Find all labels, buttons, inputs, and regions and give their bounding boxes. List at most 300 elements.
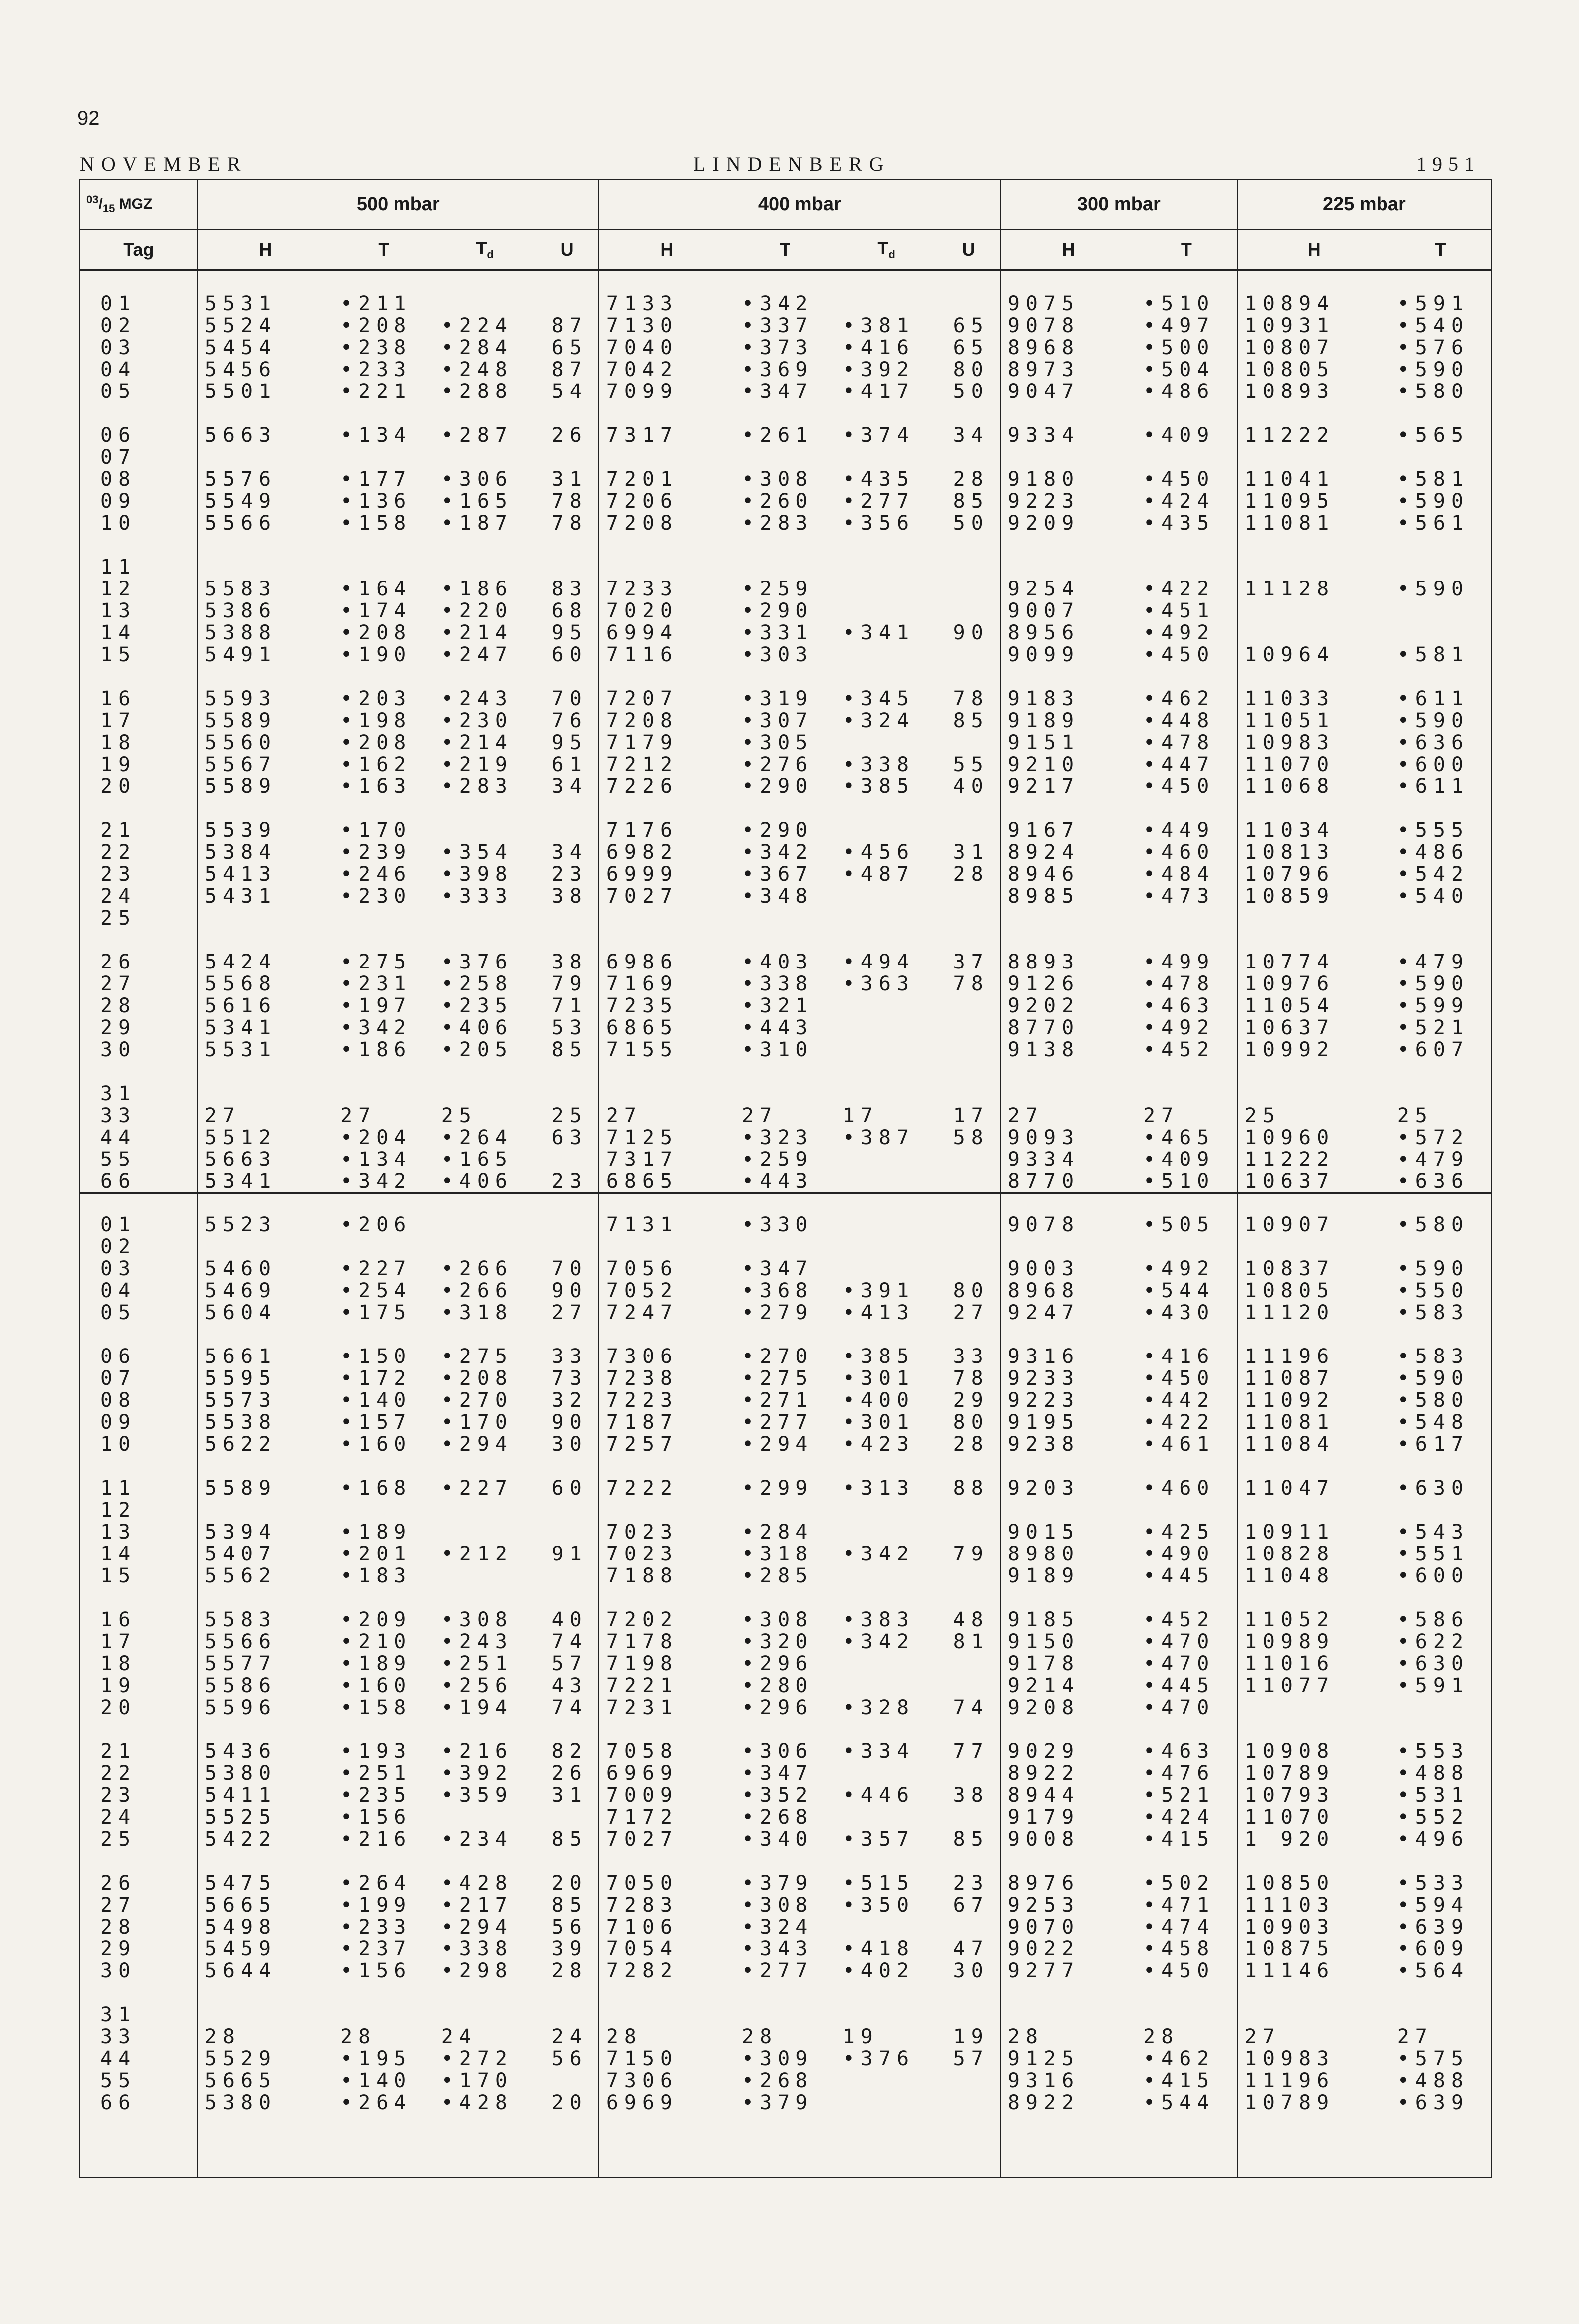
value-cell: 10637 (1237, 1017, 1390, 1039)
value-cell: 7054 (599, 1938, 735, 1960)
value-cell (1136, 446, 1237, 468)
value-cell: •496 (1397, 1828, 1470, 1851)
day-cell: 01 (80, 1214, 197, 1236)
value-cell (937, 446, 1000, 468)
day-cell: 66 (80, 1170, 197, 1193)
value-cell: •492 (1143, 621, 1215, 644)
table-row (80, 512, 1492, 534)
value-cell: •303 (742, 643, 814, 666)
value-cell (836, 1806, 937, 1828)
value-cell: 85 (551, 1828, 588, 1851)
value-cell: •333 (441, 885, 514, 908)
value-cell: •275 (441, 1345, 514, 1368)
day-cell: 18 (80, 1653, 197, 1675)
value-cell: 31 (551, 1784, 588, 1807)
value-cell: •403 (742, 951, 814, 973)
value-cell: 27 (551, 1301, 588, 1324)
value-cell: •264 (340, 2091, 412, 2114)
day-cell: 44 (80, 1127, 197, 1149)
value-cell: •340 (742, 1828, 814, 1851)
value-cell: •214 (441, 621, 514, 644)
value-cell: 25 (1397, 1104, 1433, 1127)
value-cell: •298 (441, 1959, 514, 1982)
value-cell: •415 (1143, 1828, 1215, 1851)
value-cell: 7125 (599, 1127, 735, 1149)
value-cell (836, 1214, 937, 1236)
value-cell (937, 732, 1000, 754)
value-cell (735, 2004, 836, 2026)
value-cell: 9150 (1000, 1631, 1136, 1653)
value-cell (735, 907, 836, 929)
value-cell: 7238 (599, 1367, 735, 1389)
value-cell (735, 1236, 836, 1258)
table-row (80, 556, 1492, 578)
value-cell: 8770 (1000, 1017, 1136, 1039)
value-cell: •307 (742, 709, 814, 732)
day-cell: 05 (80, 381, 197, 402)
value-cell: •318 (742, 1543, 814, 1565)
value-cell: 28 (953, 1433, 989, 1456)
value-cell (937, 1039, 1000, 1061)
table-row (80, 1762, 1492, 1784)
value-cell: 5531 (197, 293, 333, 315)
value-cell: 7027 (599, 1828, 735, 1850)
value-cell (434, 446, 536, 468)
value-cell: 5566 (197, 512, 333, 534)
group-spacer (80, 402, 1492, 424)
value-cell: •533 (1397, 1872, 1470, 1895)
value-cell: •266 (441, 1257, 514, 1280)
value-cell (434, 293, 536, 315)
value-cell: •342 (742, 292, 814, 315)
value-cell: •275 (340, 951, 412, 973)
value-cell: •540 (1397, 314, 1470, 337)
value-cell: 85 (551, 1894, 588, 1917)
value-cell: •636 (1397, 731, 1470, 754)
value-cell: 5424 (197, 951, 333, 973)
value-cell: 7172 (599, 1806, 735, 1828)
value-cell: •544 (1143, 2091, 1215, 2114)
value-cell: •260 (742, 490, 814, 513)
level-400-header: 400 mbar (599, 180, 1000, 230)
day-cell: 66 (80, 2092, 197, 2114)
value-cell: 6994 (599, 622, 735, 644)
value-cell: •246 (340, 863, 412, 886)
day-cell: 55 (80, 1149, 197, 1170)
table-row (80, 1389, 1492, 1411)
value-cell: •294 (441, 1433, 514, 1456)
value-cell: 9316 (1000, 1346, 1136, 1367)
value-cell: •160 (340, 1674, 412, 1697)
day-cell: 33 (80, 2026, 197, 2048)
value-cell: 5523 (197, 1214, 333, 1236)
value-cell (1390, 1697, 1492, 1719)
value-cell: •447 (1143, 753, 1215, 776)
day-cell: 27 (80, 973, 197, 995)
value-cell: 5596 (197, 1697, 333, 1719)
value-cell: 8973 (1000, 359, 1136, 381)
table-row (80, 1784, 1492, 1806)
value-cell: •590 (1397, 578, 1470, 600)
value-cell: •424 (1143, 490, 1215, 513)
value-cell: 5512 (197, 1127, 333, 1149)
value-cell: 68 (551, 599, 588, 622)
value-cell: •247 (441, 643, 514, 666)
value-cell: •324 (742, 1916, 814, 1938)
group-spacer (80, 666, 1492, 688)
value-cell: 10837 (1237, 1258, 1390, 1280)
temperature-header: T (1390, 230, 1492, 270)
header-station: LINDENBERG (693, 153, 891, 175)
value-cell: 10893 (1237, 381, 1390, 402)
value-cell (937, 1762, 1000, 1784)
value-cell: •156 (340, 1959, 412, 1982)
value-cell: 5586 (197, 1675, 333, 1697)
day-cell: 11 (80, 1477, 197, 1499)
value-cell: •611 (1397, 775, 1470, 798)
value-cell: •363 (842, 972, 915, 995)
value-cell: 7208 (599, 710, 735, 732)
table-row (80, 1127, 1492, 1149)
value-cell: 9253 (1000, 1894, 1136, 1916)
value-cell: 33 (551, 1345, 588, 1368)
value-cell (1136, 1236, 1237, 1258)
value-cell: •251 (441, 1652, 514, 1675)
value-cell: 11103 (1237, 1894, 1390, 1916)
value-cell: •392 (441, 1762, 514, 1785)
value-cell: •259 (742, 1148, 814, 1171)
value-cell: 7206 (599, 490, 735, 512)
value-cell: •452 (1143, 1608, 1215, 1631)
value-cell: 7050 (599, 1872, 735, 1894)
value-cell (836, 1039, 937, 1061)
day-cell: 28 (80, 995, 197, 1017)
value-cell: •280 (742, 1674, 814, 1697)
value-cell: 8924 (1000, 841, 1136, 863)
value-cell: 80 (953, 1279, 989, 1302)
value-cell: •590 (1397, 490, 1470, 513)
value-cell: 78 (953, 687, 989, 710)
value-cell (836, 1083, 937, 1105)
table-row (80, 1017, 1492, 1039)
value-cell: 8946 (1000, 863, 1136, 885)
value-cell: 27 (197, 1105, 333, 1127)
value-cell: •158 (340, 512, 412, 535)
table-row (80, 710, 1492, 732)
value-cell: •490 (1143, 1543, 1215, 1565)
day-cell: 23 (80, 1784, 197, 1806)
value-cell: •474 (1143, 1916, 1215, 1938)
value-cell: •197 (340, 994, 412, 1017)
value-cell: 9209 (1000, 512, 1136, 534)
value-cell (333, 907, 434, 929)
value-cell: •231 (340, 972, 412, 995)
group-spacer (80, 1587, 1492, 1609)
value-cell: •284 (742, 1521, 814, 1544)
value-cell (333, 2004, 434, 2026)
table-row (80, 1302, 1492, 1324)
value-cell: •259 (742, 578, 814, 600)
value-cell (1237, 1697, 1390, 1719)
value-cell: •324 (842, 709, 915, 732)
value-cell: •195 (340, 2047, 412, 2070)
value-cell: 23 (953, 1872, 989, 1895)
value-cell: •208 (441, 1367, 514, 1390)
value-cell: 10774 (1237, 951, 1390, 973)
value-cell: •460 (1143, 841, 1215, 864)
day-cell: 17 (80, 1631, 197, 1653)
value-cell: •343 (742, 1937, 814, 1960)
value-cell: 7023 (599, 1521, 735, 1543)
value-cell: •209 (340, 1608, 412, 1631)
table-row (80, 1477, 1492, 1499)
value-cell: •550 (1397, 1279, 1470, 1302)
value-cell: •417 (842, 380, 915, 403)
table-row (80, 1083, 1492, 1105)
value-cell: 31 (551, 468, 588, 491)
value-cell: •170 (441, 2069, 514, 2092)
value-cell: 8944 (1000, 1784, 1136, 1806)
value-cell: •599 (1397, 994, 1470, 1017)
value-cell: •553 (1397, 1740, 1470, 1763)
value-cell: 5549 (197, 490, 333, 512)
value-cell (836, 556, 937, 578)
day-cell: 20 (80, 1697, 197, 1719)
value-cell (836, 885, 937, 907)
value-cell: 8968 (1000, 1280, 1136, 1302)
value-cell (1390, 2004, 1492, 2026)
value-cell: •230 (441, 709, 514, 732)
day-cell: 20 (80, 775, 197, 797)
value-cell: 19 (953, 2025, 989, 2048)
value-cell (1000, 1083, 1136, 1105)
value-cell (535, 1083, 598, 1105)
value-cell: •227 (340, 1257, 412, 1280)
value-cell: 30 (953, 1959, 989, 1982)
value-cell (434, 1565, 536, 1587)
value-cell: •330 (742, 1213, 814, 1236)
value-cell: •590 (1397, 972, 1470, 995)
value-cell: 34 (551, 841, 588, 864)
value-cell (1237, 1236, 1390, 1258)
value-cell: •165 (441, 490, 514, 513)
value-cell: 80 (953, 358, 989, 381)
table-row (80, 315, 1492, 337)
value-cell: •458 (1143, 1937, 1215, 1960)
value-cell: 27 (340, 1104, 377, 1127)
day-cell: 31 (80, 2004, 197, 2026)
value-cell: •488 (1397, 1762, 1470, 1785)
value-cell: •198 (340, 709, 412, 732)
value-cell (1390, 1236, 1492, 1258)
value-cell: •373 (742, 336, 814, 359)
value-cell: 26 (551, 1762, 588, 1785)
value-cell: 43 (551, 1674, 588, 1697)
value-cell: 9334 (1000, 1149, 1136, 1170)
value-cell: •580 (1397, 1213, 1470, 1236)
value-cell: •502 (1143, 1872, 1215, 1895)
value-cell: •201 (340, 1543, 412, 1565)
value-cell: •134 (340, 424, 412, 447)
day-cell: 13 (80, 1521, 197, 1543)
value-cell: 53 (551, 1016, 588, 1039)
group-spacer (80, 1061, 1492, 1083)
value-cell: •308 (441, 1608, 514, 1631)
value-cell: 7235 (599, 995, 735, 1017)
value-cell: •356 (842, 512, 915, 535)
value-cell: 6969 (599, 1762, 735, 1784)
day-cell: 26 (80, 951, 197, 973)
group-spacer (80, 797, 1492, 819)
value-cell: 95 (551, 621, 588, 644)
temperature-header: T (333, 230, 434, 270)
value-cell: 50 (953, 380, 989, 403)
value-cell: •163 (340, 775, 412, 798)
value-cell: 10805 (1237, 359, 1390, 381)
value-cell: 9316 (1000, 2070, 1136, 2092)
value-cell: 5384 (197, 841, 333, 863)
header-month: NOVEMBER (80, 153, 248, 175)
value-cell: •216 (340, 1828, 412, 1851)
value-cell: •435 (842, 468, 915, 491)
value-cell: 19 (842, 2025, 879, 2048)
value-cell (1000, 1236, 1136, 1258)
value-cell: 6865 (599, 1170, 735, 1193)
value-cell: 10964 (1237, 644, 1390, 666)
value-cell: •428 (441, 2091, 514, 2114)
value-cell: •636 (1397, 1170, 1470, 1193)
value-cell: •580 (1397, 380, 1470, 403)
value-cell: 55 (953, 753, 989, 776)
value-cell: 9093 (1000, 1127, 1136, 1149)
value-cell: •337 (742, 314, 814, 337)
value-cell: •290 (742, 775, 814, 798)
table-row (80, 1894, 1492, 1916)
group-spacer (80, 1324, 1492, 1346)
day-cell: 17 (80, 710, 197, 732)
value-cell: 25 (1237, 1105, 1390, 1127)
value-cell (197, 556, 333, 578)
value-cell: •308 (742, 1894, 814, 1917)
value-cell (836, 578, 937, 600)
value-cell: 27 (1000, 1105, 1136, 1127)
value-cell: •354 (441, 841, 514, 864)
value-cell: •376 (441, 951, 514, 973)
value-cell: 7020 (599, 600, 735, 622)
value-cell: •639 (1397, 2091, 1470, 2114)
value-cell: •357 (842, 1828, 915, 1851)
value-cell: •187 (441, 512, 514, 535)
value-cell (836, 1499, 937, 1521)
value-cell: 5665 (197, 1894, 333, 1916)
value-cell (937, 907, 1000, 929)
value-cell: •451 (1143, 599, 1215, 622)
value-cell: 9047 (1000, 381, 1136, 402)
value-cell: 90 (953, 621, 989, 644)
value-cell: •186 (441, 578, 514, 600)
value-cell: •565 (1397, 424, 1470, 447)
day-cell: 05 (80, 1302, 197, 1324)
value-cell (1237, 446, 1390, 468)
value-cell: •170 (340, 819, 412, 842)
value-cell: •555 (1397, 819, 1470, 842)
value-cell: •575 (1397, 2047, 1470, 2070)
value-cell: •210 (340, 1630, 412, 1653)
value-cell: •165 (441, 1148, 514, 1171)
value-cell: •271 (742, 1389, 814, 1412)
value-cell: 5560 (197, 732, 333, 754)
value-cell: 5663 (197, 424, 333, 446)
value-cell (937, 1499, 1000, 1521)
value-cell: 9247 (1000, 1302, 1136, 1324)
value-cell (434, 1806, 536, 1828)
value-cell: 67 (953, 1894, 989, 1917)
value-cell: 28 (1143, 2025, 1180, 2048)
value-cell: 5661 (197, 1346, 333, 1367)
value-cell (937, 1170, 1000, 1193)
table-row (80, 490, 1492, 512)
value-cell: •564 (1397, 1959, 1470, 1982)
value-cell (535, 1806, 598, 1828)
value-cell: 7178 (599, 1631, 735, 1653)
value-cell: 74 (551, 1696, 588, 1719)
value-cell (1000, 556, 1136, 578)
value-cell: •445 (1143, 1564, 1215, 1587)
table-row (80, 754, 1492, 775)
value-cell: 78 (551, 490, 588, 513)
value-cell (937, 1675, 1000, 1697)
value-cell: 5341 (197, 1017, 333, 1039)
value-cell: •540 (1397, 885, 1470, 908)
group-spacer (80, 270, 1492, 293)
value-cell: •415 (1143, 2069, 1215, 2092)
value-cell (735, 1083, 836, 1105)
value-cell: •383 (842, 1608, 915, 1631)
value-cell: •342 (842, 1543, 915, 1565)
value-cell: 24 (441, 2025, 477, 2048)
dewpoint-header: $T_d$ (836, 230, 937, 270)
value-cell (434, 907, 536, 929)
value-cell: 10983 (1237, 732, 1390, 754)
day-cell: 04 (80, 359, 197, 381)
value-cell: •310 (742, 1038, 814, 1061)
value-cell: •208 (340, 314, 412, 337)
day-cell: 11 (80, 556, 197, 578)
value-cell: 8976 (1000, 1872, 1136, 1894)
value-cell: 8980 (1000, 1543, 1136, 1565)
value-cell (1390, 600, 1492, 622)
value-cell: •359 (441, 1784, 514, 1807)
table-row (80, 446, 1492, 468)
value-cell: 1 920 (1237, 1828, 1390, 1850)
value-cell: 6986 (599, 951, 735, 973)
table-row (80, 688, 1492, 710)
value-cell: •425 (1143, 1521, 1215, 1544)
value-cell (197, 2004, 333, 2026)
table-row (80, 1499, 1492, 1521)
day-cell: 06 (80, 424, 197, 446)
value-cell: 9022 (1000, 1938, 1136, 1960)
value-cell: •476 (1143, 1762, 1215, 1785)
value-cell: •460 (1143, 1477, 1215, 1500)
value-cell: •294 (441, 1916, 514, 1938)
value-cell (1390, 446, 1492, 468)
value-cell: 9189 (1000, 1565, 1136, 1587)
value-cell: 7306 (599, 1346, 735, 1367)
value-cell (937, 819, 1000, 841)
table-row (80, 1960, 1492, 1982)
value-cell: 30 (551, 1433, 588, 1456)
